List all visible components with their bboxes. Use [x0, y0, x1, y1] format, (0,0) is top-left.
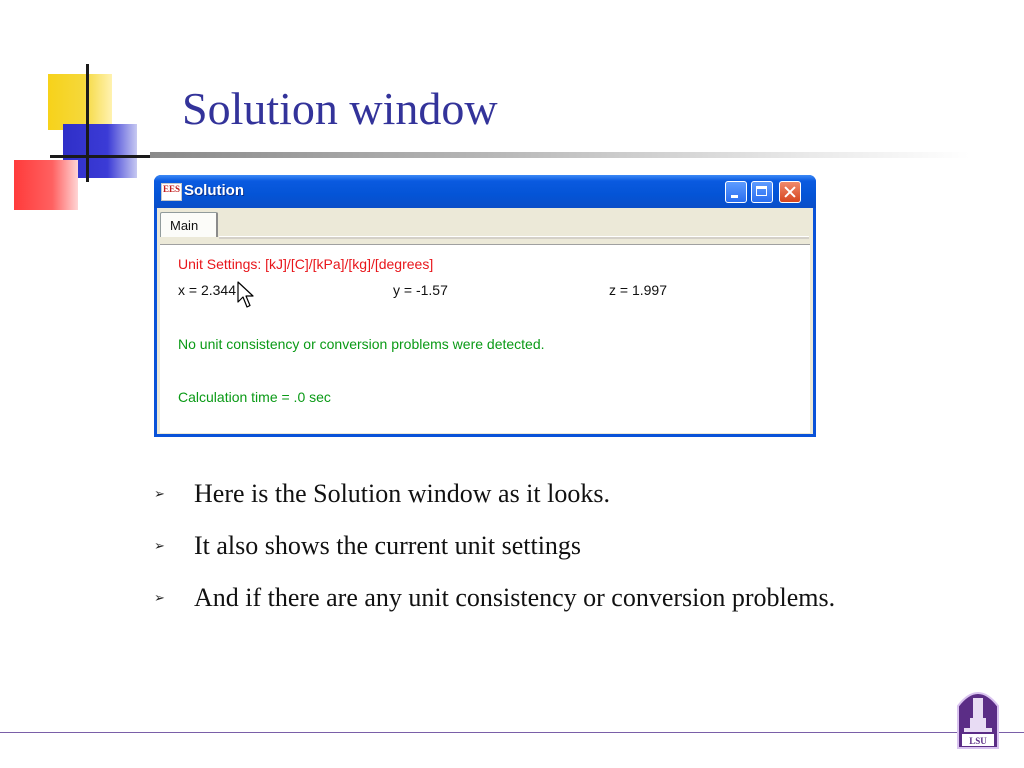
bullet-item [154, 578, 874, 618]
bullet-text: And if there are any unit consistency or conversion problems. [194, 583, 836, 612]
decor-yellow-square [48, 74, 112, 130]
ees-app-icon [161, 183, 182, 201]
arrow-bullet-icon: ➢ [154, 590, 165, 605]
arrow-bullet-icon: ➢ [154, 538, 165, 553]
unit-settings-text: Unit Settings: [kJ]/[C]/[kPa]/[kg]/[degrees] [178, 256, 434, 272]
university-logo-icon [954, 684, 1002, 750]
bullet-item [154, 474, 874, 514]
bullet-text: Here is the Solution window as it looks. [194, 479, 610, 508]
consistency-message: No unit consistency or conversion problems were detected. [178, 336, 545, 352]
variable-x[interactable]: x = 2.344 [178, 282, 236, 298]
tab-strip [219, 236, 809, 239]
bullet-list [154, 474, 874, 636]
arrow-bullet-icon: ➢ [154, 486, 165, 501]
bullet-item [154, 526, 874, 566]
variable-y[interactable]: y = -1.57 [393, 282, 448, 298]
decor-horizontal-line [50, 155, 150, 158]
window-titlebar[interactable] [154, 175, 816, 208]
close-button[interactable] [779, 181, 801, 203]
window-title: Solution [184, 182, 244, 199]
footer-divider [0, 732, 1024, 733]
tab-main[interactable]: Main [160, 212, 218, 237]
decor-vertical-line [86, 64, 89, 182]
calculation-time: Calculation time = .0 sec [178, 389, 331, 405]
solution-panel [160, 244, 810, 433]
mouse-cursor-icon [237, 281, 255, 311]
window-client-area [157, 208, 813, 434]
bullet-text: It also shows the current unit settings [194, 531, 582, 560]
decor-red-square [14, 160, 78, 210]
slide-title: Solution window [182, 83, 498, 134]
ees-icon-label: EES [163, 184, 181, 194]
minimize-button[interactable] [725, 181, 747, 203]
title-underline [150, 152, 970, 158]
maximize-button[interactable] [751, 181, 773, 203]
variable-z[interactable]: z = 1.997 [609, 282, 667, 298]
logo-text: LSU [969, 736, 987, 746]
